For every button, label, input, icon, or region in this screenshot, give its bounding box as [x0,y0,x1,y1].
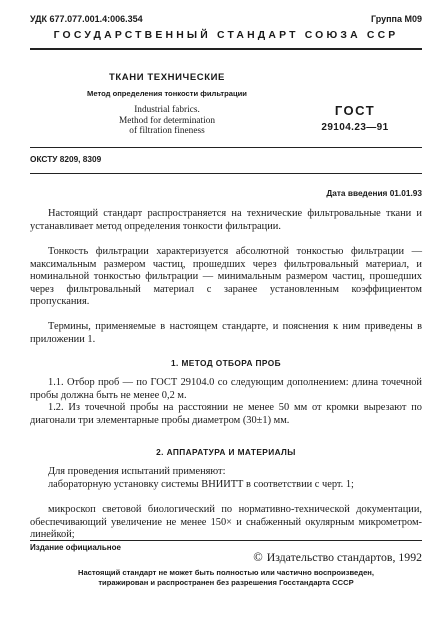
copyright-text: Издательство стандартов, 1992 [266,550,422,564]
okstu-rule [30,173,422,174]
reproduction-notice [30,568,422,588]
gost-number: 29104.23—91 [321,122,389,133]
subtitle-ru: Метод определения тонкости фильтрации [87,89,247,98]
title-en-line: of filtration fineness [129,126,205,136]
agency-title: ГОСУДАРСТВЕННЫЙ СТАНДАРТ СОЮЗА ССР [53,30,399,41]
gost-label: ГОСТ [334,103,376,118]
clause-1-1: 1.1. Отбор проб — по ГОСТ 29104.0 со следующим дополнением: длина точечной пробы должна быть не менее 0,2 м. [30,377,422,401]
title-rule [30,147,422,148]
title-en-line: Method for determination [118,115,216,126]
header-row [30,14,422,28]
clause-1-2: 1.2. Из точечной пробы на расстоянии не менее 50 мм от кромки вырезают по диагонали три элементарные пробы диаметром (30±1) мм. [30,402,422,426]
gost-block [300,103,410,133]
apparatus-item-installation: лабораторную установку системы ВНИИТТ в соответствии с черт. 1; [48,479,354,490]
copyright [253,550,422,565]
notice-line: тиражирован и распространен без разрешения Госстандарта СССР [98,578,354,587]
notice-line: Настоящий стандарт не может быть полностью или частично воспроизведен, [77,568,375,577]
paragraph-definition: Тонкость фильтрации характеризуется абсолютной тонкостью фильтрации — максимальным размером частиц, прошедших через фильтровальный материал, и номинальной тонкостью фильтрации — минимальным размером частиц, прошедших через фильтровальный материал с заранее установленным коэффициентом пропускания. [30,246,422,307]
group-code: Группа М09 [370,14,422,24]
section-heading-apparatus: 2. АППАРАТУРА И МАТЕРИАЛЫ [156,447,296,457]
title-block [52,72,282,137]
title-ru: ТКАНИ ТЕХНИЧЕСКИЕ [109,72,225,83]
title-en [52,105,282,137]
header-rule [30,48,422,50]
footer-rule [30,540,422,541]
paragraph-terms: Термины, применяемые в настоящем стандарте, и пояснения к ним приведены в приложении 1. [30,321,422,345]
okstu-code: ОКСТУ 8209, 8309 [30,154,102,164]
apparatus-item-microscope: микроскоп световой биологический по нормативно-технической документации, обеспечивающий увеличение не менее 150× и снабженный окулярным микрометром-линейкой; [30,504,422,540]
copyright-sign: © [253,550,263,564]
section-heading-sampling: 1. МЕТОД ОТБОРА ПРОБ [171,358,281,368]
udk-code: УДК 677.077.001.4:006.354 [30,14,143,24]
paragraph-scope: Настоящий стандарт распространяется на технические фильтровальные ткани и устанавливает метод определения тонкости фильтрации. [30,208,422,232]
apparatus-intro: Для проведения испытаний применяют: [48,466,226,477]
official-edition: Издание официальное [30,543,121,552]
title-en-line: Industrial fabrics. [134,105,200,115]
introduction-date: Дата введения 01.01.93 [326,188,422,198]
